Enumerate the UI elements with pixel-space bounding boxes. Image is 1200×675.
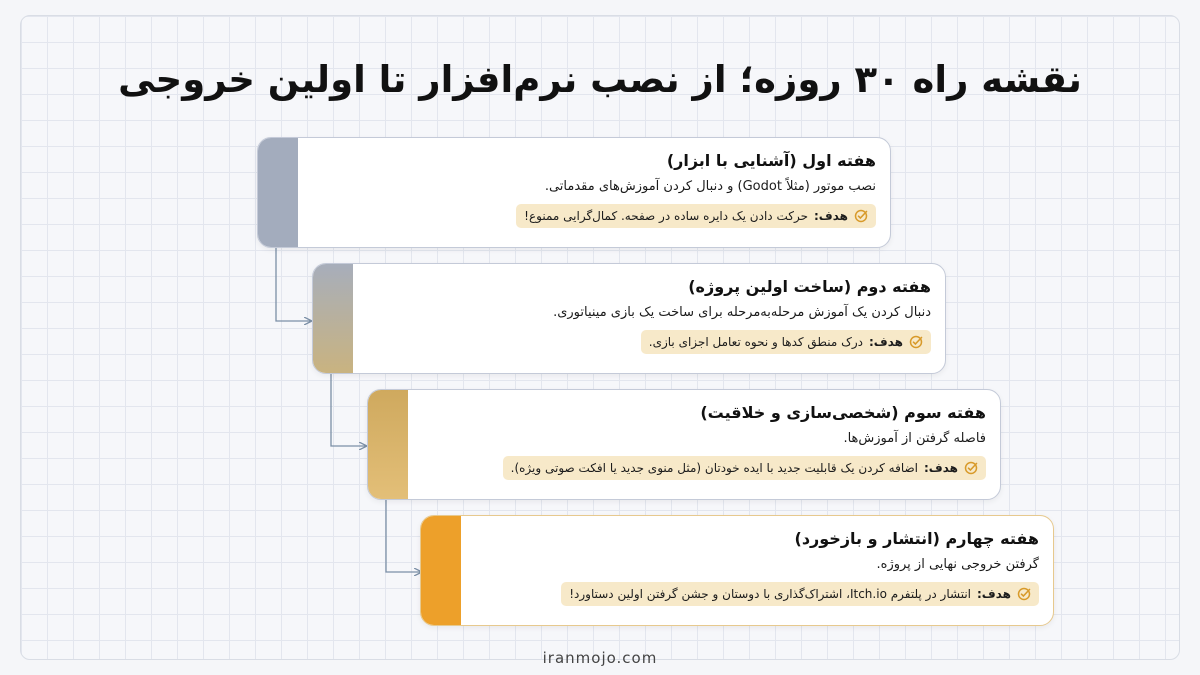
- week-4-strip: [421, 516, 461, 625]
- week-1-goal-text: حرکت دادن یک دایره ساده در صفحه. کمال‌گرایی ممنوع!: [524, 209, 808, 223]
- week-4-card: [420, 515, 1054, 626]
- week-3-goal-text: اضافه کردن یک قابلیت جدید با ایده خودتان (مثل منوی جدید یا افکت صوتی ویژه).: [510, 461, 918, 475]
- week-1-heading: هفته اول (آشنایی با ابزار): [666, 151, 876, 170]
- week-4-goal-text: انتشار در پلتفرم Itch.io، اشتراک‌گذاری با دوستان و جشن گرفتن اولین دستاورد!: [569, 587, 971, 601]
- week-2-goal-text: درک منطق کدها و نحوه تعامل اجزای بازی.: [648, 335, 863, 349]
- goal-label: هدف:: [814, 209, 848, 223]
- week-3-card: [367, 389, 1001, 500]
- goal-label: هدف:: [924, 461, 958, 475]
- target-check-icon: [854, 209, 868, 223]
- target-check-icon: [964, 461, 978, 475]
- week-3-goal-badge: [503, 456, 986, 480]
- week-4-description: گرفتن خروجی نهایی از پروژه.: [876, 557, 1039, 572]
- week-1-card: [257, 137, 891, 248]
- week-3-description: فاصله گرفتن از آموزش‌ها.: [843, 431, 986, 446]
- week-2-heading: هفته دوم (ساخت اولین پروژه): [688, 277, 931, 296]
- week-2-card: [312, 263, 946, 374]
- week-4-goal-badge: [561, 582, 1039, 606]
- footer-website: iranmojo.com: [542, 649, 658, 667]
- goal-label: هدف:: [869, 335, 903, 349]
- target-check-icon: [1017, 587, 1031, 601]
- week-3-strip: [368, 390, 408, 499]
- page-title: نقشه راه ۳۰ روزه؛ از نصب نرم‌افزار تا اولین خروجی: [118, 58, 1082, 101]
- week-1-description: نصب موتور (مثلاً Godot) و دنبال کردن آموزش‌های مقدماتی.: [544, 179, 876, 194]
- goal-label: هدف:: [977, 587, 1011, 601]
- week-2-goal-badge: [641, 330, 931, 354]
- week-1-goal-badge: [516, 204, 876, 228]
- week-1-strip: [258, 138, 298, 247]
- week-2-strip: [313, 264, 353, 373]
- week-3-heading: هفته سوم (شخصی‌سازی و خلاقیت): [700, 403, 986, 422]
- target-check-icon: [909, 335, 923, 349]
- week-4-heading: هفته چهارم (انتشار و بازخورد): [794, 529, 1039, 548]
- week-2-description: دنبال کردن یک آموزش مرحله‌به‌مرحله برای ساخت یک بازی مینیاتوری.: [553, 305, 931, 320]
